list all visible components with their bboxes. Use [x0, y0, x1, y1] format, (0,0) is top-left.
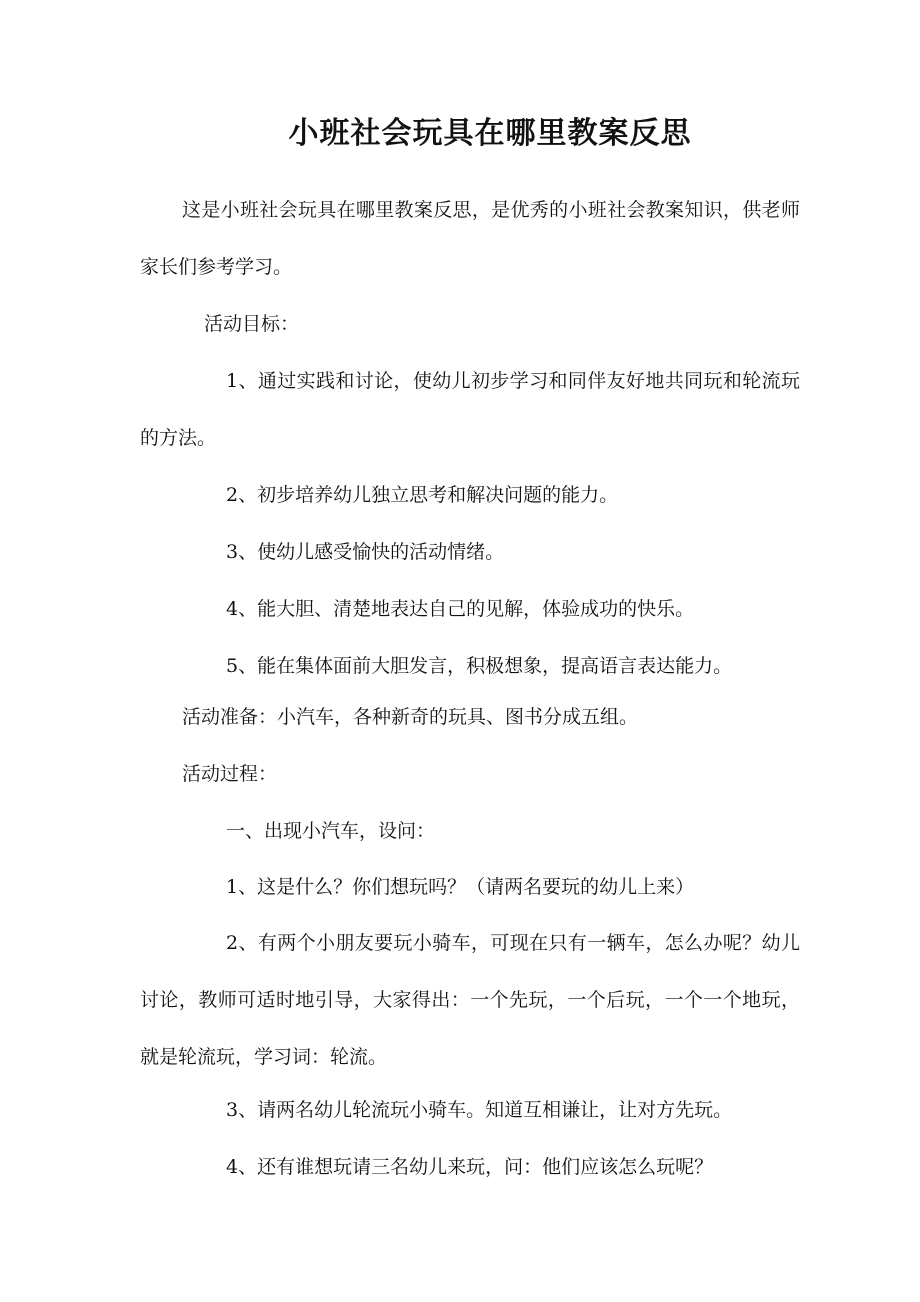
step-1-question-2: 2、有两个小朋友要玩小骑车，可现在只有一辆车，怎么办呢？幼儿讨论，教师可适时地引导，大家得出：一个先玩，一个后玩，一个一个地玩，就是轮流玩，学习词：轮流。: [140, 932, 800, 1068]
preparation-paragraph: 活动准备：小汽车，各种新奇的玩具、图书分成五组。: [182, 706, 639, 728]
step-1-heading: 一、出现小汽车，设问：: [226, 820, 436, 842]
goal-item-3: 3、使幼儿感受愉快的活动情绪。: [226, 541, 505, 563]
process-heading: 活动过程：: [182, 763, 278, 785]
goal-item-2: 2、初步培养幼儿独立思考和解决问题的能力。: [226, 484, 619, 506]
document-title: 小班社会玩具在哪里教案反思: [288, 116, 692, 151]
step-1-question-4: 4、还有谁想玩请三名幼儿来玩，问：他们应该怎么玩呢？: [226, 1156, 714, 1178]
step-1-question-1: 1、这是什么？你们想玩吗？（请两名要玩的幼儿上来）: [226, 876, 695, 898]
goal-item-1: 1、通过实践和讨论，使幼儿初步学习和同伴友好地共同玩和轮流玩的方法。: [140, 370, 800, 449]
goals-heading: 活动目标：: [204, 313, 300, 335]
step-1-question-3: 3、请两名幼儿轮流玩小骑车。知道互相谦让，让对方先玩。: [226, 1099, 733, 1121]
goal-item-4: 4、能大胆、清楚地表达自己的见解，体验成功的快乐。: [226, 598, 695, 620]
goal-item-5: 5、能在集体面前大胆发言，积极想象，提高语言表达能力。: [226, 655, 733, 677]
intro-paragraph: 这是小班社会玩具在哪里教案反思，是优秀的小班社会教案知识，供老师家长们参考学习。: [140, 199, 800, 278]
